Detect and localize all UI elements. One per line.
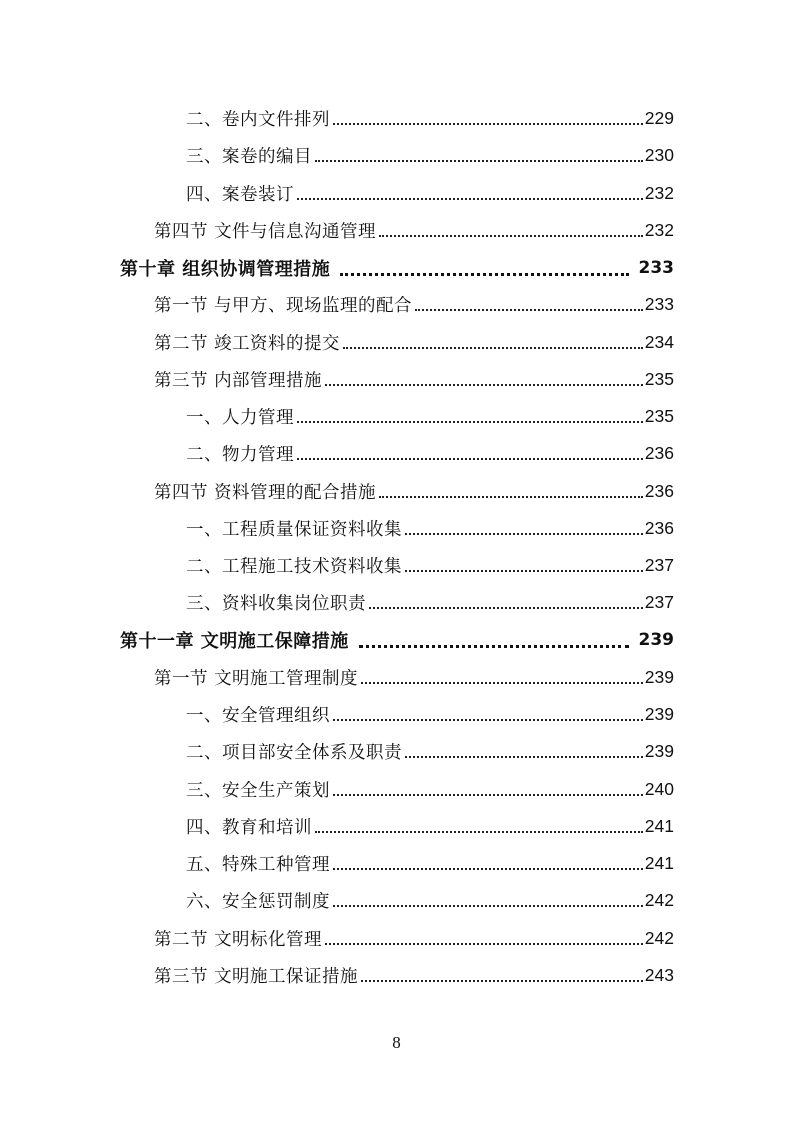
toc-entry-label: 五、特殊工种管理 xyxy=(186,855,330,876)
dot-leader xyxy=(361,979,643,982)
toc-entry-label: 一、工程质量保证资料收集 xyxy=(186,519,402,540)
dot-leader xyxy=(405,532,643,535)
toc-entry-label: 第二节 文明标化管理 xyxy=(154,929,323,950)
toc-entry-page-number: 230 xyxy=(644,145,674,166)
toc-subsection-entry[interactable] xyxy=(0,808,793,845)
toc-subsection-entry[interactable] xyxy=(0,696,793,733)
toc-entry-page-number: 237 xyxy=(644,592,674,613)
toc-entry-page-number: 239 xyxy=(644,704,674,725)
dot-leader xyxy=(325,942,643,945)
toc-entry-label: 四、教育和培训 xyxy=(186,817,312,838)
toc-entry-label: 第一节 与甲方、现场监理的配合 xyxy=(154,296,413,317)
dot-leader xyxy=(315,159,643,162)
toc-entry-label: 三、安全生产策划 xyxy=(186,780,330,801)
toc-entry-label: 二、工程施工技术资料收集 xyxy=(186,557,402,578)
toc-entry-label: 一、人力管理 xyxy=(186,408,294,429)
dot-leader xyxy=(379,495,643,498)
toc-entry-label: 一、安全管理组织 xyxy=(186,706,330,727)
toc-entry-page-number: 240 xyxy=(644,778,674,799)
dot-leader xyxy=(343,346,643,349)
toc-entry-page-number: 239 xyxy=(644,741,674,762)
dot-leader xyxy=(333,718,643,721)
toc-subsection-entry[interactable] xyxy=(0,175,793,212)
toc-section-entry[interactable] xyxy=(0,957,793,994)
toc-chapter-entry[interactable] xyxy=(0,249,793,286)
toc-entry-page-number: 239 xyxy=(638,630,674,651)
table-of-contents xyxy=(0,100,793,994)
dot-leader xyxy=(297,197,643,200)
toc-entry-label: 二、项目部安全体系及职责 xyxy=(186,743,402,764)
toc-chapter-entry[interactable] xyxy=(0,622,793,659)
dot-leader xyxy=(405,755,643,758)
toc-entry-page-number: 232 xyxy=(644,219,674,240)
toc-section-entry[interactable] xyxy=(0,286,793,323)
toc-entry-page-number: 236 xyxy=(644,517,674,538)
dot-leader xyxy=(297,457,643,460)
toc-entry-label: 第十一章 文明施工保障措施 xyxy=(120,631,349,653)
dot-leader xyxy=(333,122,643,125)
toc-subsection-entry[interactable] xyxy=(0,398,793,435)
toc-subsection-entry[interactable] xyxy=(0,435,793,472)
dot-leader xyxy=(369,606,643,609)
toc-entry-label: 二、物力管理 xyxy=(186,445,294,466)
toc-entry-page-number: 243 xyxy=(644,964,674,985)
toc-entry-page-number: 237 xyxy=(644,555,674,576)
toc-entry-label: 六、安全惩罚制度 xyxy=(186,892,330,913)
toc-subsection-entry[interactable] xyxy=(0,845,793,882)
toc-entry-page-number: 239 xyxy=(644,666,674,687)
dot-leader xyxy=(333,793,643,796)
toc-entry-label: 三、案卷的编目 xyxy=(186,147,312,168)
toc-entry-label: 四、案卷装订 xyxy=(186,184,294,205)
toc-section-entry[interactable] xyxy=(0,361,793,398)
toc-subsection-entry[interactable] xyxy=(0,584,793,621)
dot-leader xyxy=(359,644,629,648)
toc-entry-label: 第二节 竣工资料的提交 xyxy=(154,333,341,354)
toc-entry-page-number: 241 xyxy=(644,853,674,874)
toc-section-entry[interactable] xyxy=(0,324,793,361)
toc-subsection-entry[interactable] xyxy=(0,547,793,584)
toc-entry-page-number: 236 xyxy=(644,443,674,464)
toc-entry-page-number: 242 xyxy=(644,890,674,911)
toc-entry-label: 二、卷内文件排列 xyxy=(186,110,330,131)
dot-leader xyxy=(325,383,643,386)
toc-subsection-entry[interactable] xyxy=(0,100,793,137)
dot-leader xyxy=(379,234,643,237)
toc-subsection-entry[interactable] xyxy=(0,771,793,808)
toc-subsection-entry[interactable] xyxy=(0,733,793,770)
toc-section-entry[interactable] xyxy=(0,473,793,510)
toc-entry-page-number: 232 xyxy=(644,182,674,203)
toc-entry-page-number: 234 xyxy=(644,331,674,352)
toc-entry-page-number: 241 xyxy=(644,815,674,836)
toc-entry-label: 第三节 内部管理措施 xyxy=(154,370,323,391)
toc-entry-page-number: 236 xyxy=(644,480,674,501)
toc-entry-label: 第四节 文件与信息沟通管理 xyxy=(154,221,377,242)
dot-leader xyxy=(333,904,643,907)
toc-subsection-entry[interactable] xyxy=(0,137,793,174)
toc-entry-page-number: 235 xyxy=(644,406,674,427)
dot-leader xyxy=(297,420,643,423)
toc-entry-label: 三、资料收集岗位职责 xyxy=(186,594,366,615)
toc-section-entry[interactable] xyxy=(0,659,793,696)
toc-section-entry[interactable] xyxy=(0,212,793,249)
toc-entry-page-number: 235 xyxy=(644,368,674,389)
dot-leader xyxy=(315,830,643,833)
toc-subsection-entry[interactable] xyxy=(0,882,793,919)
dot-leader xyxy=(405,569,643,572)
toc-entry-page-number: 233 xyxy=(644,294,674,315)
page-number: 8 xyxy=(392,1033,401,1052)
toc-entry-label: 第十章 组织协调管理措施 xyxy=(120,258,331,280)
dot-leader xyxy=(361,681,643,684)
toc-section-entry[interactable] xyxy=(0,920,793,957)
toc-entry-label: 第三节 文明施工保证措施 xyxy=(154,966,359,987)
toc-entry-page-number: 242 xyxy=(644,927,674,948)
dot-leader xyxy=(415,308,643,311)
toc-entry-page-number: 229 xyxy=(644,108,674,129)
toc-subsection-entry[interactable] xyxy=(0,510,793,547)
toc-entry-page-number: 233 xyxy=(638,257,674,278)
toc-entry-label: 第四节 资料管理的配合措施 xyxy=(154,482,377,503)
dot-leader xyxy=(340,272,628,276)
dot-leader xyxy=(333,867,643,870)
toc-entry-label: 第一节 文明施工管理制度 xyxy=(154,668,359,689)
